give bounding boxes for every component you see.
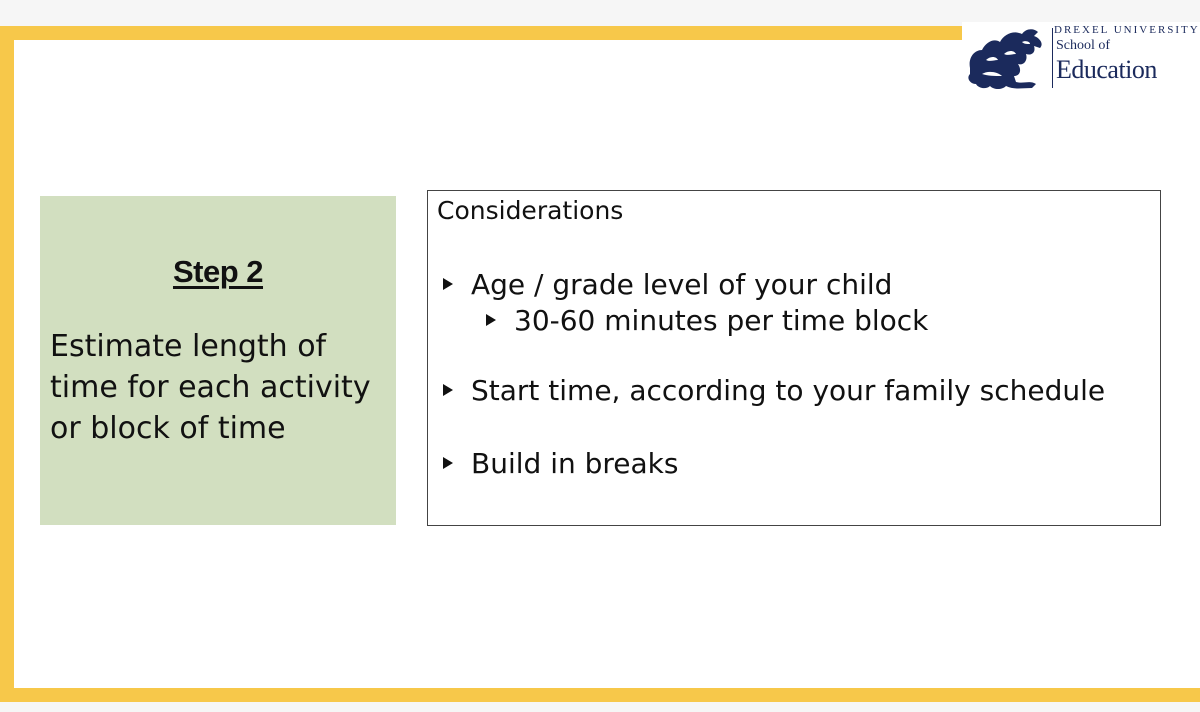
- consideration-item-age: [443, 268, 892, 301]
- consideration-item-start-time: [443, 374, 1105, 407]
- bullet-arrow-icon: [486, 314, 496, 326]
- consideration-subitem-minutes: [486, 304, 928, 337]
- bullet-arrow-icon: [443, 384, 453, 396]
- logo-education: Education: [1056, 55, 1157, 84]
- bullet-arrow-icon: [443, 457, 453, 469]
- bullet-arrow-icon: [443, 278, 453, 290]
- considerations-heading: Considerations: [437, 196, 624, 225]
- drexel-logo: [962, 22, 1200, 92]
- consideration-subitem-label: 30-60 minutes per time block: [514, 304, 929, 337]
- logo-divider: [1052, 28, 1053, 88]
- consideration-item-breaks: [443, 447, 678, 480]
- logo-university: DREXEL UNIVERSITY: [1054, 24, 1200, 36]
- consideration-item-label: Age / grade level of your child: [471, 268, 893, 301]
- consideration-item-label: Start time, according to your family schedule: [471, 374, 1106, 407]
- dragon-icon: [964, 24, 1046, 92]
- consideration-item-label: Build in breaks: [471, 447, 679, 480]
- step-title: Step 2: [172, 254, 264, 289]
- step-description: Estimate length of time for each activity or block of time: [50, 329, 371, 446]
- logo-school-of: School of: [1056, 38, 1111, 53]
